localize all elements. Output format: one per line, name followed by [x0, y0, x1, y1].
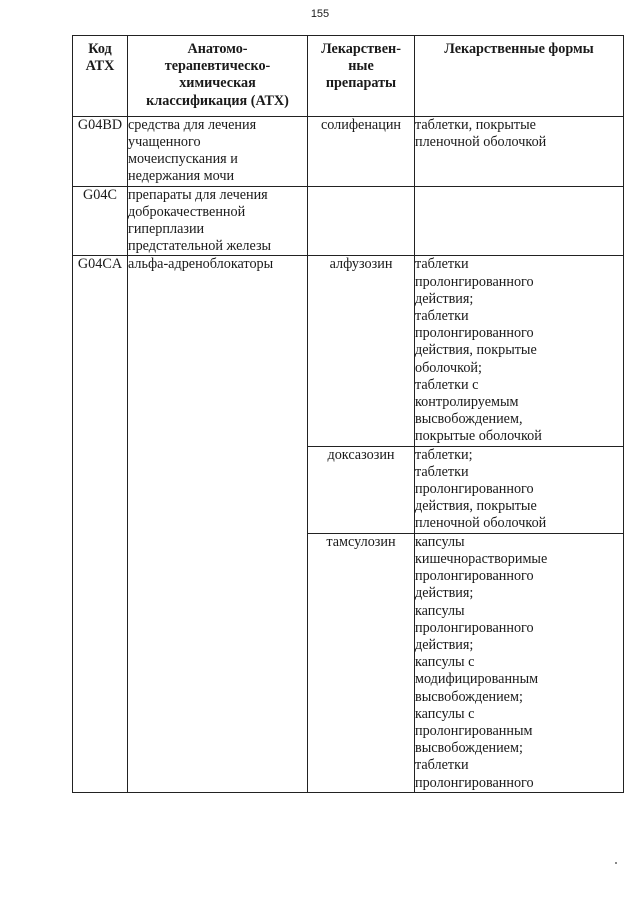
classification-cell: препараты для лечения доброкачественной гиперплазии предстательной железы: [128, 186, 308, 256]
dosage-forms-cell: [415, 186, 624, 256]
table-row: [73, 186, 624, 256]
atx-code-cell: G04CA: [73, 256, 128, 792]
drug-cell: солифенацин: [308, 116, 415, 186]
header-dosage-forms: Лекарственные формы: [415, 36, 624, 117]
dosage-forms-cell: капсулы кишечнорастворимые пролонгированного действия; капсулы пролонгированного действия; капсулы с модифицированным высвобождением; капсулы с пролонгированным высвобождением; таблетки пролонгированного: [415, 533, 624, 792]
atx-code-cell: G04BD: [73, 116, 128, 186]
drug-cell: доксазозин: [308, 446, 415, 533]
dosage-forms-cell: таблетки, покрытые пленочной оболочкой: [415, 116, 624, 186]
table-row: [73, 116, 624, 186]
header-row: [73, 36, 624, 117]
header-atx-classification: Анатомо- терапевтическо- химическая классификация (АТХ): [128, 36, 308, 117]
header-drugs: Лекарствен- ные препараты: [308, 36, 415, 117]
scan-speck: [615, 862, 617, 864]
header-atx-code: Код АТХ: [73, 36, 128, 117]
drug-cell: алфузозин: [308, 256, 415, 446]
atx-code-cell: G04C: [73, 186, 128, 256]
dosage-forms-cell: таблетки пролонгированного действия; таблетки пролонгированного действия, покрытые оболочкой; таблетки с контролируемым высвобождением, покрытые оболочкой: [415, 256, 624, 446]
classification-cell: альфа-адреноблокаторы: [128, 256, 308, 792]
drug-cell: [308, 186, 415, 256]
drug-cell: тамсулозин: [308, 533, 415, 792]
table-row: [73, 256, 624, 446]
page-number: 155: [310, 8, 330, 20]
dosage-forms-cell: таблетки; таблетки пролонгированного действия, покрытые пленочной оболочкой: [415, 446, 624, 533]
classification-cell: средства для лечения учащенного мочеиспускания и недержания мочи: [128, 116, 308, 186]
atx-drug-table: [72, 35, 624, 793]
